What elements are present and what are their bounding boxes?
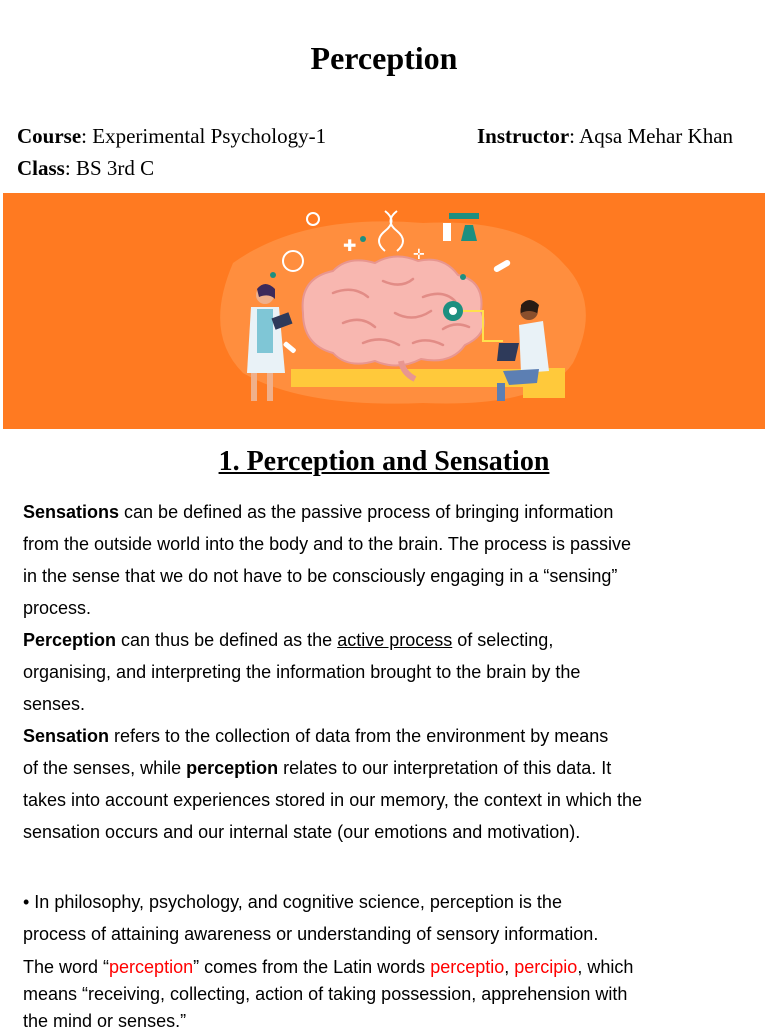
text-span: organising, and interpreting the information brought to the brain by the bbox=[23, 662, 581, 682]
svg-text:✚: ✚ bbox=[343, 236, 357, 255]
underlined-phrase: active process bbox=[337, 630, 453, 650]
instructor-line bbox=[477, 124, 733, 149]
text-span: • In philosophy, psychology, and cognitive science, perception is the bbox=[23, 892, 562, 912]
instructor-label: Instructor bbox=[477, 124, 570, 148]
etymology-text bbox=[23, 954, 753, 1035]
brain-illustration bbox=[3, 193, 765, 429]
latin-word-percipio: percipio bbox=[514, 957, 578, 977]
text-span: sensation occurs and our internal state (our emotions and motivation). bbox=[23, 822, 581, 842]
text-span: in the sense that we do not have to be consciously engaging in a “sensing” bbox=[23, 566, 618, 586]
text-span: , bbox=[504, 957, 515, 977]
paragraph-sensations bbox=[23, 496, 753, 624]
text-span: can be defined as the passive process of bringing information bbox=[119, 502, 614, 522]
text-span: the mind or senses.” bbox=[23, 1011, 187, 1031]
bullet-paragraph bbox=[23, 886, 753, 950]
section-body bbox=[23, 496, 753, 848]
section-heading: 1. Perception and Sensation bbox=[218, 446, 550, 477]
etymology-paragraph bbox=[23, 954, 753, 1035]
text-span: process of attaining awareness or understanding of sensory information. bbox=[23, 924, 599, 944]
class-value: : BS 3rd C bbox=[64, 156, 155, 180]
paragraph-sensation-vs-perception bbox=[23, 720, 753, 848]
banner-illustration bbox=[3, 193, 765, 429]
text-span: of the senses, while bbox=[23, 758, 187, 778]
text-span: means “receiving, collecting, action of taking possession, apprehension with bbox=[23, 984, 628, 1004]
course-line bbox=[17, 124, 326, 149]
text-span: of selecting, bbox=[452, 630, 554, 650]
latin-word-perception: perception bbox=[109, 957, 194, 977]
text-span: senses. bbox=[23, 694, 86, 714]
text-span: refers to the collection of data from the environment by means bbox=[109, 726, 609, 746]
text-span: relates to our interpretation of this data. It bbox=[278, 758, 612, 778]
term-perception: Perception bbox=[23, 630, 117, 650]
term-sensation: Sensation bbox=[23, 726, 110, 746]
instructor-value: : Aqsa Mehar Khan bbox=[569, 124, 734, 148]
text-span: ” comes from the Latin words bbox=[193, 957, 431, 977]
class-line bbox=[17, 156, 154, 181]
text-span: , which bbox=[577, 957, 634, 977]
text-span: takes into account experiences stored in our memory, the context in which the bbox=[23, 790, 642, 810]
latin-word-perceptio: perceptio bbox=[430, 957, 505, 977]
class-label: Class bbox=[17, 156, 65, 180]
course-value: : Experimental Psychology-1 bbox=[81, 124, 327, 148]
term-sensations: Sensations bbox=[23, 502, 120, 522]
bullet-item bbox=[23, 886, 753, 950]
svg-text:✛: ✛ bbox=[413, 247, 425, 263]
page-title: Perception bbox=[310, 40, 458, 76]
term-perception-inline: perception bbox=[186, 758, 279, 778]
paragraph-perception bbox=[23, 624, 753, 720]
course-label: Course bbox=[17, 124, 82, 148]
text-span: can thus be defined as the bbox=[116, 630, 338, 650]
text-span: The word “ bbox=[23, 957, 110, 977]
text-span: from the outside world into the body and to the brain. The process is passive bbox=[23, 534, 632, 554]
text-span: process. bbox=[23, 598, 92, 618]
